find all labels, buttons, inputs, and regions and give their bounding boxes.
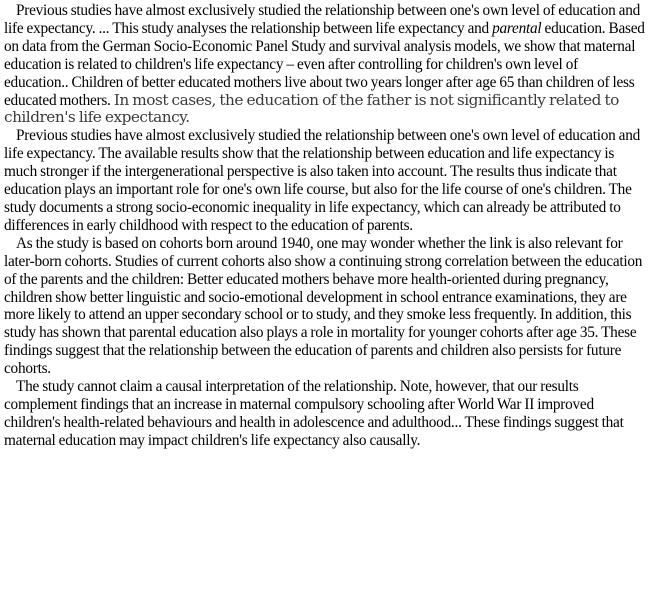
paragraph-2-text: Previous studies have almost exclusively studied the relationship between one's own level of education and life expectancy. The available results show that the relationship between education and life expectancy is much stronger if the intergenerational perspective is also taken into account. The results thus indicate that education plays an important role for one's own life course, but also for the life course of one's children. The study documents a strong socio-economic inequality in life expectancy, which can already be attributed to differences in early childhood with respect to the education of parents. xyxy=(4,127,641,234)
paragraph-4-text: The study cannot claim a causal interpretation of the relationship. Note, however, that our results complement findings that an increase in maternal compulsory schooling after World War II improved children's health-related behaviours and health in adolescence and adulthood... These findings suggest that maternal education may impact children's life expectancy also causally. xyxy=(4,378,624,449)
paragraph-3 xyxy=(4,235,645,378)
paragraph-1-text-a: Previous studies have almost exclusively studied the relationship between one's own level of education and life expectancy. ... This study analyses the relationship between life expectancy and xyxy=(4,2,641,37)
paragraph-1-text-b: education. Based on data from the German Socio-Economic Panel Study and survival analysis models, we show that maternal education is related to children's life expectancy – even after controlling for children's own level of education.. Children of better educated mothers live about two years longer after age 65 than children of less educated mothers. xyxy=(4,19,645,109)
paragraph-1 xyxy=(4,2,645,127)
paragraph-3-text: As the study is based on cohorts born around 1940, one may wonder whether the link is also relevant for later-born cohorts. Studies of current cohorts also show a continuing strong correlation between the education of the parents and the children: Better educated mothers behave more health-oriented during pregnancy, children show better linguistic and socio-emotional development in school entrance examinations, they are more likely to attend an upper secondary school or to study, and they smoke less frequently. In addition, this study has shown that parental education also plays a role in mortality for younger cohorts after age 35. These findings suggest that the relationship between the education of parents and children also persists for future cohorts. xyxy=(4,234,643,378)
paragraph-1-text-father: In most cases, the education of the father is not significantly related to children's life expectancy. xyxy=(4,90,619,127)
paragraph-2 xyxy=(4,127,645,234)
paragraph-4 xyxy=(4,378,645,450)
paragraph-1-italic-parental: parental xyxy=(492,19,542,37)
